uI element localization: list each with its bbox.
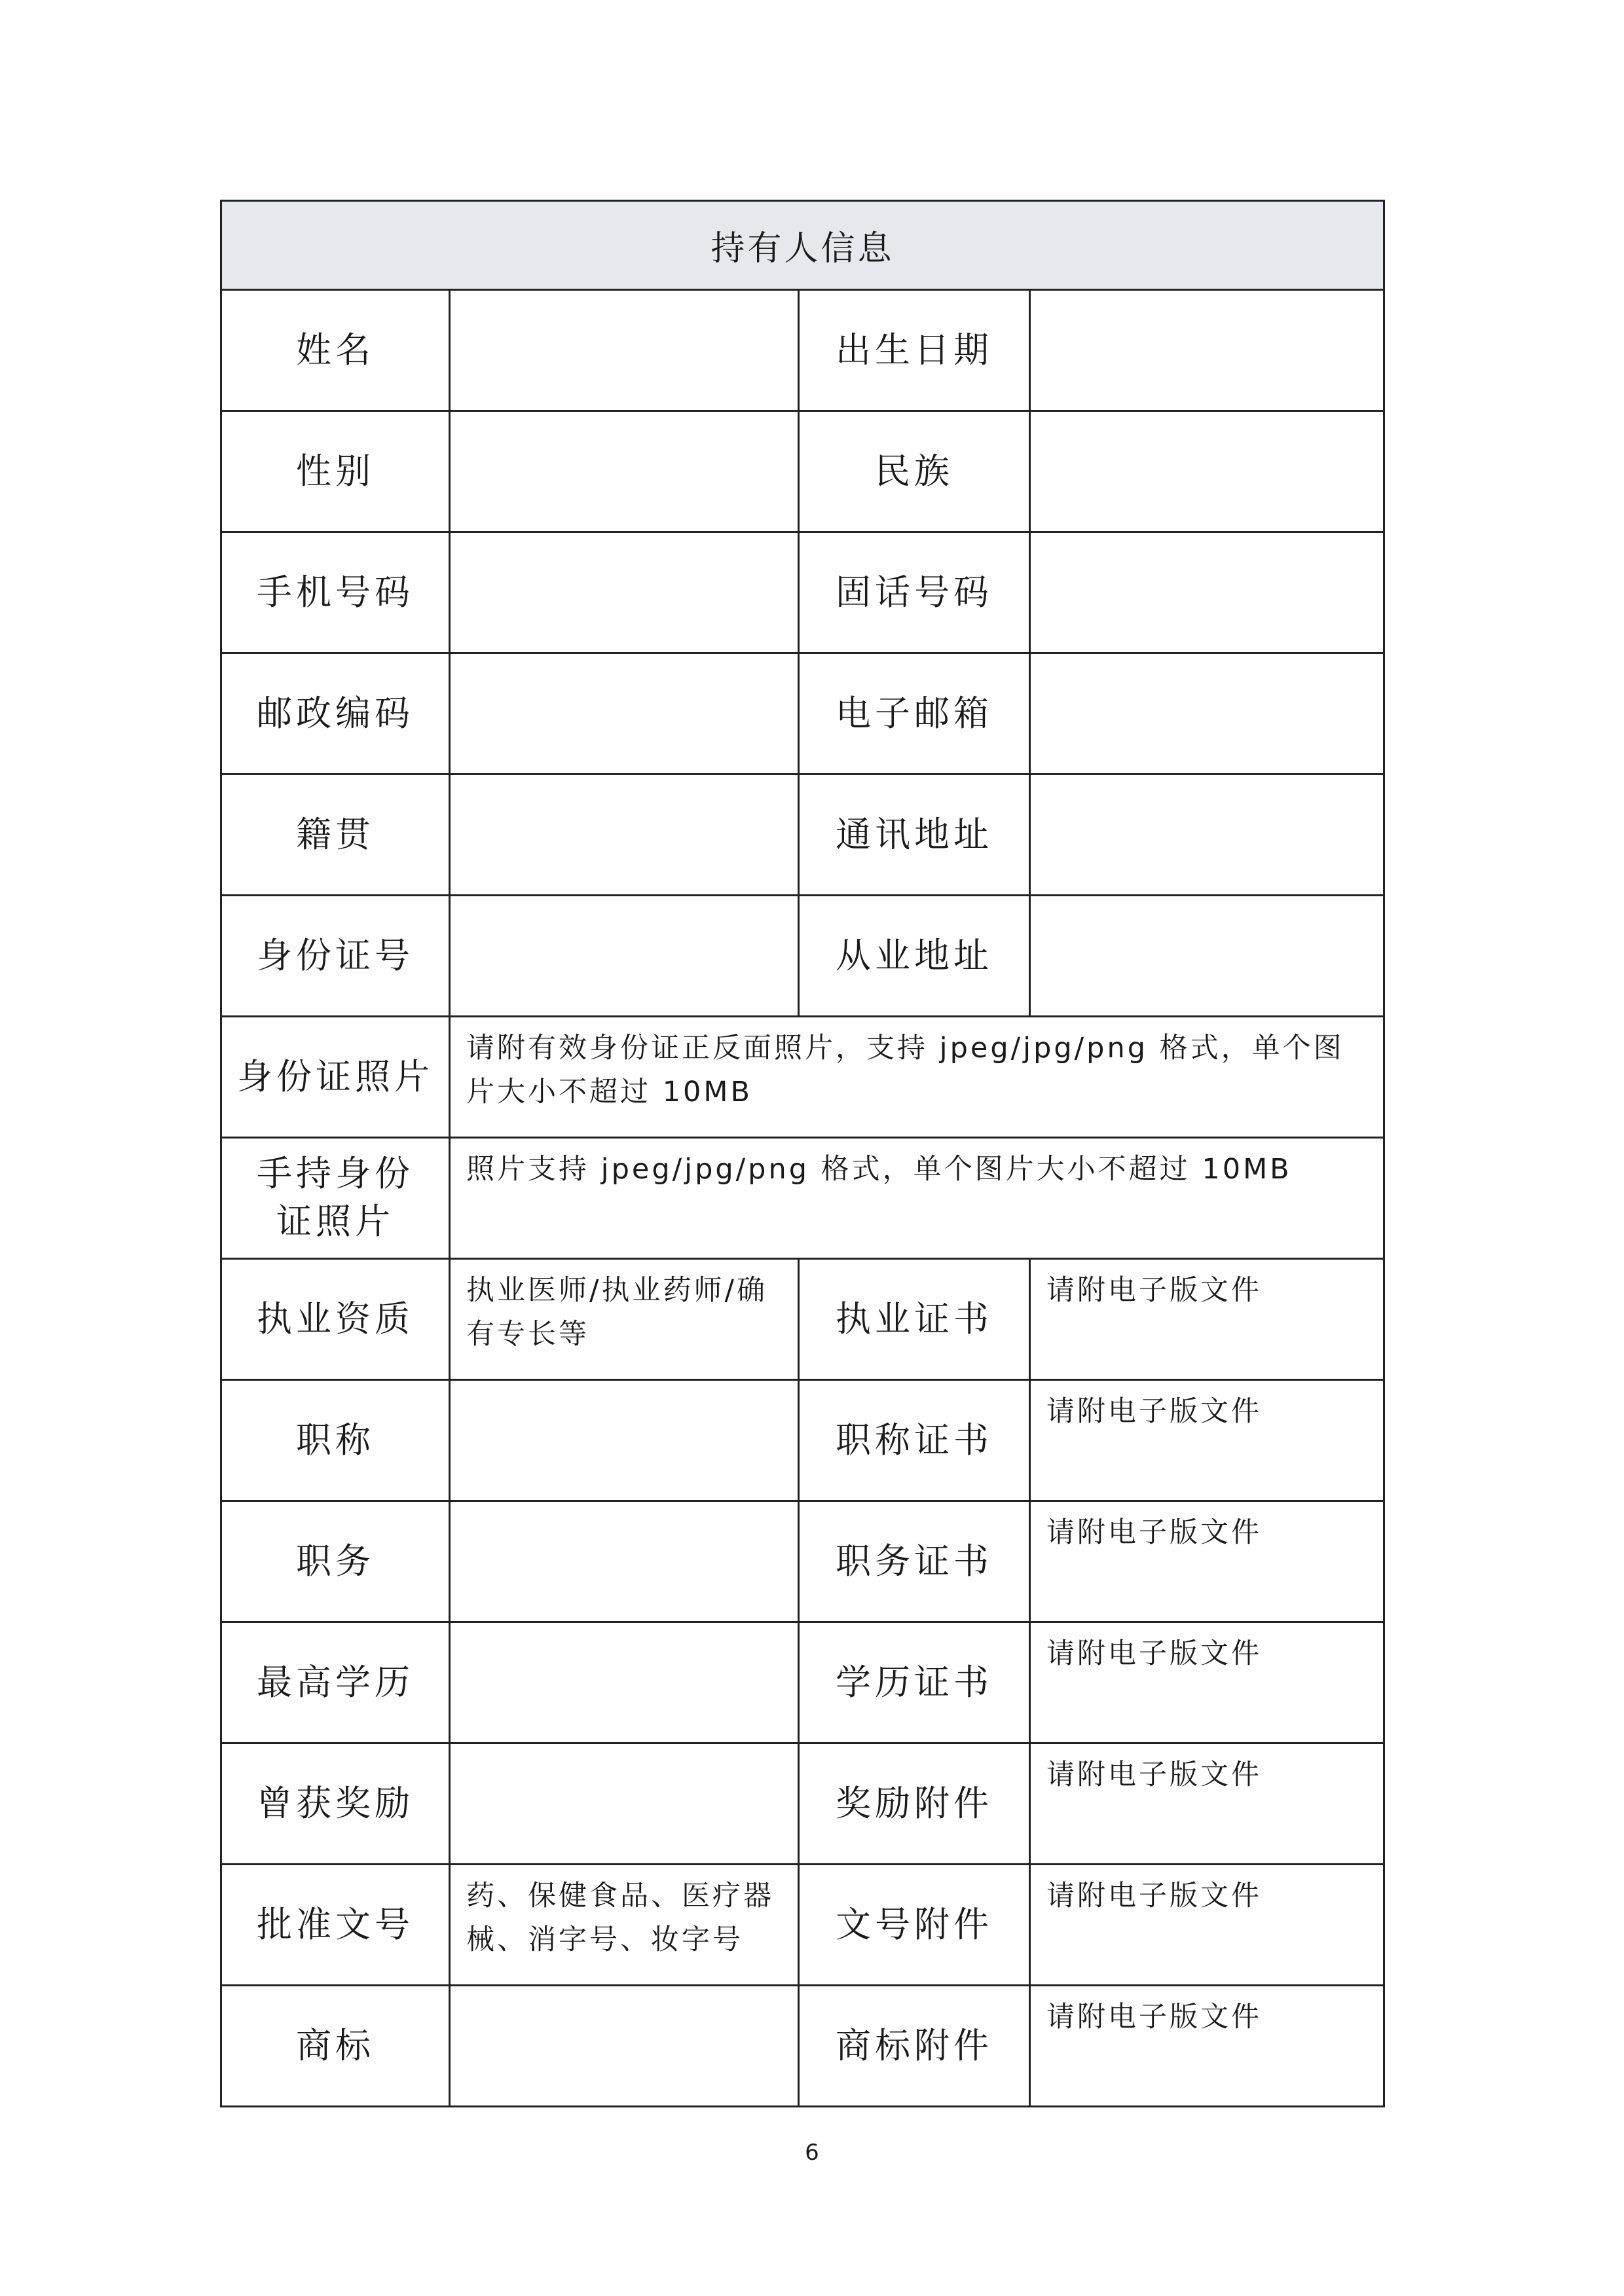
- work-address-field[interactable]: [1030, 896, 1384, 1017]
- mobile-field[interactable]: [450, 532, 799, 653]
- table-row: [221, 1380, 1384, 1501]
- practice-certificate-label: 执业证书: [799, 1259, 1030, 1380]
- holder-info-form: [220, 200, 1385, 2107]
- handheld-id-photo-label-text: 手持身份证照片: [257, 1153, 414, 1242]
- table-row: [221, 1259, 1384, 1380]
- name-field[interactable]: [450, 290, 799, 411]
- email-field[interactable]: [1030, 653, 1384, 774]
- id-number-label: 身份证号: [221, 896, 450, 1017]
- qualification-field[interactable]: 执业医师/执业药师/确有专长等: [450, 1259, 799, 1380]
- table-row: [221, 1743, 1384, 1865]
- native-place-field[interactable]: [450, 774, 799, 896]
- landline-label: 固话号码: [799, 532, 1030, 653]
- trademark-field[interactable]: [450, 1986, 799, 2107]
- email-label: 电子邮箱: [799, 653, 1030, 774]
- table-row: [221, 1865, 1384, 1986]
- id-photo-upload-field[interactable]: 请附有效身份证正反面照片，支持 jpeg/jpg/png 格式，单个图片大小不超过 10MB: [450, 1017, 1384, 1138]
- approval-attachment-upload[interactable]: 请附电子版文件: [1030, 1865, 1384, 1986]
- mobile-label: 手机号码: [221, 532, 450, 653]
- id-number-field[interactable]: [450, 896, 799, 1017]
- table-row: [221, 532, 1384, 653]
- title-certificate-upload[interactable]: 请附电子版文件: [1030, 1380, 1384, 1501]
- table-row: [221, 896, 1384, 1017]
- position-certificate-label: 职务证书: [799, 1501, 1030, 1622]
- id-photo-label: 身份证照片: [221, 1017, 450, 1138]
- awards-field[interactable]: [450, 1743, 799, 1865]
- postal-code-label: 邮政编码: [221, 653, 450, 774]
- professional-title-label: 职称: [221, 1380, 450, 1501]
- ethnicity-field[interactable]: [1030, 411, 1384, 532]
- table-row: [221, 774, 1384, 896]
- table-row: [221, 1622, 1384, 1743]
- position-label: 职务: [221, 1501, 450, 1622]
- ethnicity-label: 民族: [799, 411, 1030, 532]
- table-row: [221, 653, 1384, 774]
- approval-number-field[interactable]: 药、保健食品、医疗器械、消字号、妆字号: [450, 1865, 799, 1986]
- trademark-attachment-upload[interactable]: 请附电子版文件: [1030, 1986, 1384, 2107]
- approval-number-label: 批准文号: [221, 1865, 450, 1986]
- table-row: [221, 1986, 1384, 2107]
- table-row: [221, 1017, 1384, 1138]
- page-number: 6: [805, 2140, 819, 2166]
- qualification-label: 执业资质: [221, 1259, 450, 1380]
- education-field[interactable]: [450, 1622, 799, 1743]
- table-row: [221, 290, 1384, 411]
- table-row: [221, 1501, 1384, 1622]
- table-row: [221, 411, 1384, 532]
- handheld-id-photo-label: [221, 1138, 450, 1259]
- professional-title-field[interactable]: [450, 1380, 799, 1501]
- education-certificate-label: 学历证书: [799, 1622, 1030, 1743]
- form-title: 持有人信息: [221, 201, 1384, 290]
- trademark-label: 商标: [221, 1986, 450, 2107]
- postal-code-field[interactable]: [450, 653, 799, 774]
- birth-date-field[interactable]: [1030, 290, 1384, 411]
- position-field[interactable]: [450, 1501, 799, 1622]
- name-label: 姓名: [221, 290, 450, 411]
- awards-attachment-label: 奖励附件: [799, 1743, 1030, 1865]
- title-certificate-label: 职称证书: [799, 1380, 1030, 1501]
- mailing-address-field[interactable]: [1030, 774, 1384, 896]
- approval-attachment-label: 文号附件: [799, 1865, 1030, 1986]
- native-place-label: 籍贯: [221, 774, 450, 896]
- handheld-id-photo-upload-field[interactable]: 照片支持 jpeg/jpg/png 格式，单个图片大小不超过 10MB: [450, 1138, 1384, 1259]
- mailing-address-label: 通讯地址: [799, 774, 1030, 896]
- gender-field[interactable]: [450, 411, 799, 532]
- education-label: 最高学历: [221, 1622, 450, 1743]
- table-row: [221, 1138, 1384, 1259]
- awards-label: 曾获奖励: [221, 1743, 450, 1865]
- gender-label: 性别: [221, 411, 450, 532]
- trademark-attachment-label: 商标附件: [799, 1986, 1030, 2107]
- birth-date-label: 出生日期: [799, 290, 1030, 411]
- landline-field[interactable]: [1030, 532, 1384, 653]
- position-certificate-upload[interactable]: 请附电子版文件: [1030, 1501, 1384, 1622]
- work-address-label: 从业地址: [799, 896, 1030, 1017]
- practice-certificate-upload[interactable]: 请附电子版文件: [1030, 1259, 1384, 1380]
- education-certificate-upload[interactable]: 请附电子版文件: [1030, 1622, 1384, 1743]
- awards-attachment-upload[interactable]: 请附电子版文件: [1030, 1743, 1384, 1865]
